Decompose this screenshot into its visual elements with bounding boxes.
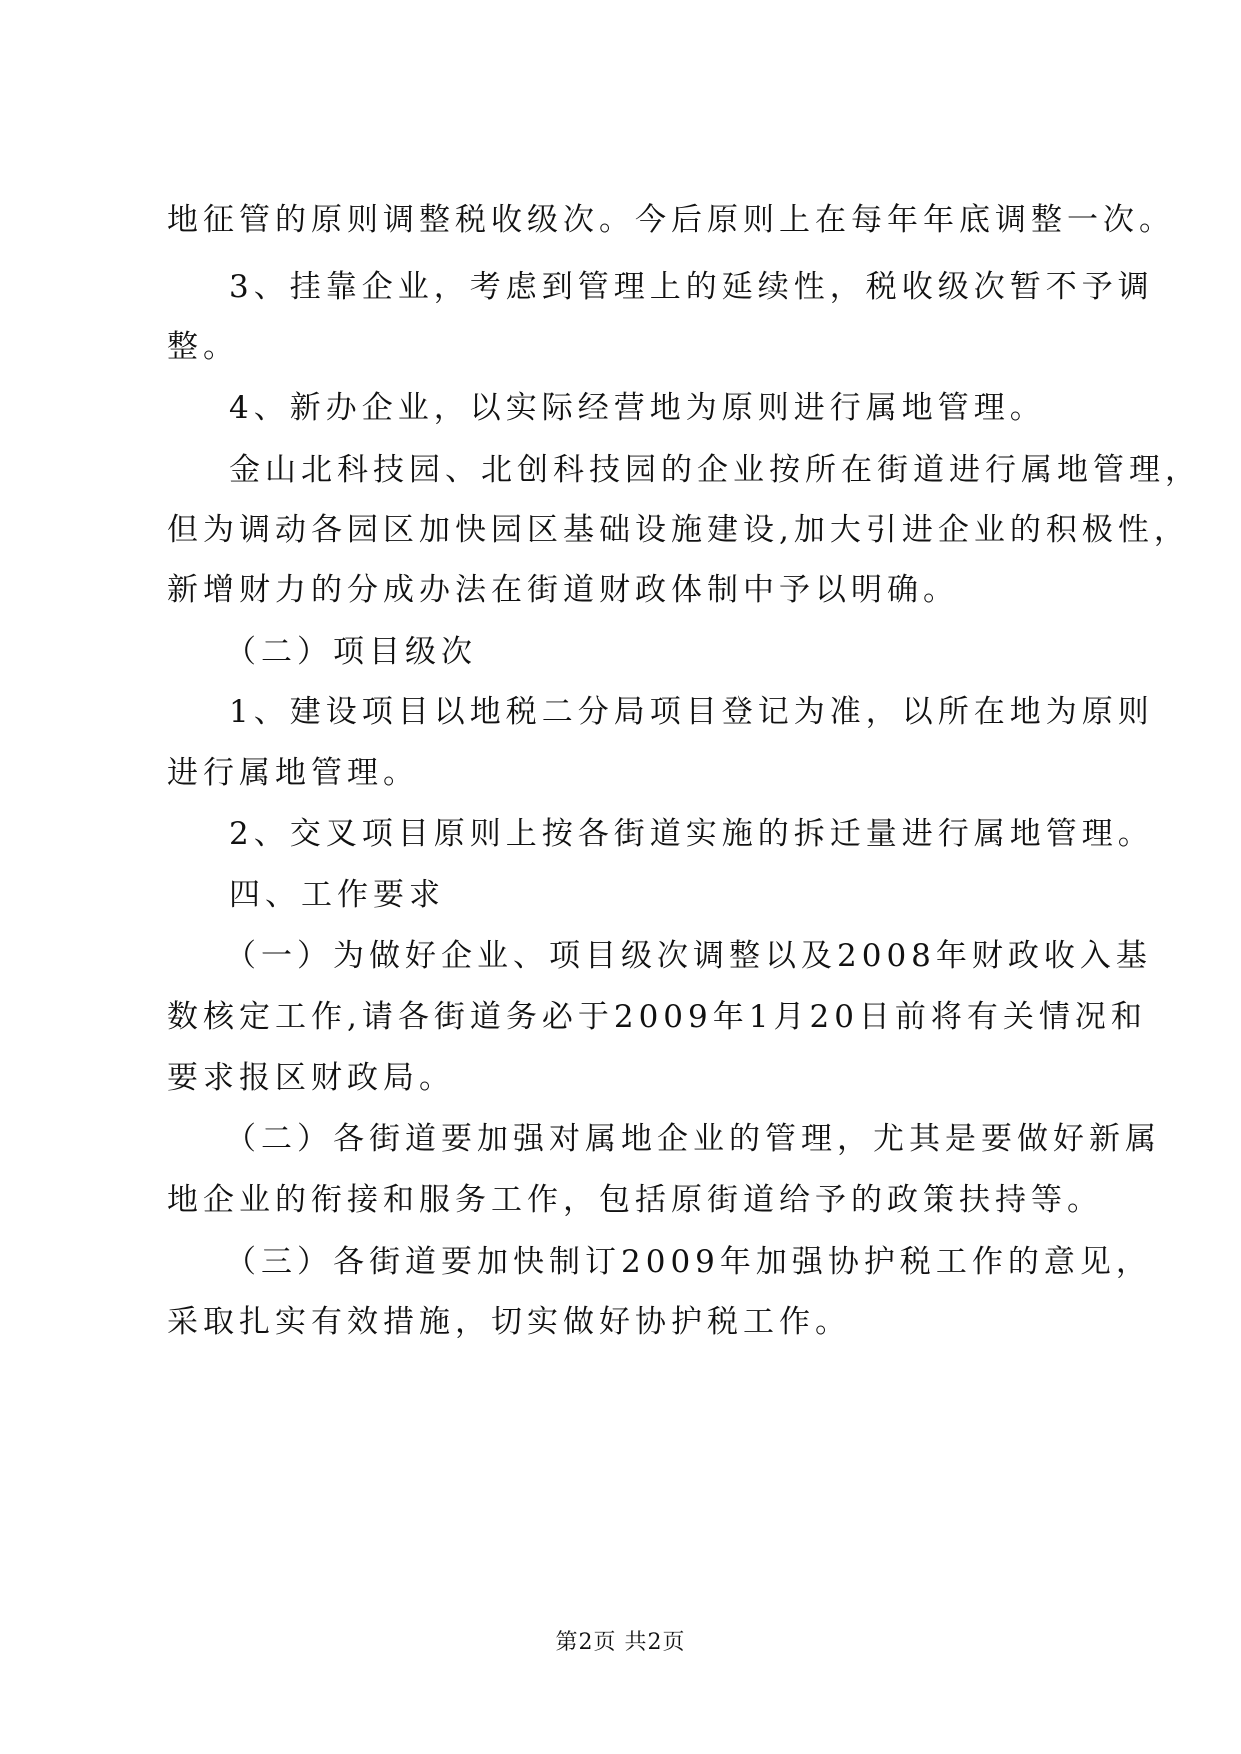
- paragraph-line: （三）各街道要加快制订2009年加强协护税工作的意见，: [225, 1244, 1152, 1280]
- paragraph-line: （一）为做好企业、项目级次调整以及2008年财政收入基: [225, 938, 1152, 974]
- page-number-footer: 第2页 共2页: [555, 1630, 686, 1655]
- paragraph-line: 1、建设项目以地税二分局项目登记为准，以所在地为原则: [229, 694, 1154, 730]
- paragraph-line: 3、挂靠企业，考虑到管理上的延续性，税收级次暂不予调: [229, 269, 1154, 305]
- section-heading: 四、工作要求: [229, 877, 445, 913]
- paragraph-line: 地征管的原则调整税收级次。今后原则上在每年年底调整一次。: [167, 202, 1175, 238]
- paragraph-line: 金山北科技园、北创科技园的企业按所在街道进行属地管理，: [229, 452, 1201, 488]
- paragraph-line: 2、交叉项目原则上按各街道实施的拆迁量进行属地管理。: [229, 816, 1154, 852]
- paragraph-line: 4、新办企业，以实际经营地为原则进行属地管理。: [229, 390, 1046, 426]
- paragraph-line: 但为调动各园区加快园区基础设施建设,加大引进企业的积极性，: [167, 512, 1190, 548]
- paragraph-line: 数核定工作,请各街道务必于2009年1月20日前将有关情况和: [167, 999, 1147, 1035]
- paragraph-line: 采取扎实有效措施，切实做好协护税工作。: [167, 1304, 851, 1340]
- paragraph-line: （二）各街道要加强对属地企业的管理，尤其是要做好新属: [225, 1121, 1161, 1157]
- paragraph-line: 整。: [167, 329, 239, 365]
- paragraph-line: 要求报区财政局。: [167, 1060, 455, 1096]
- paragraph-line: 进行属地管理。: [167, 755, 419, 791]
- section-heading: （二）项目级次: [225, 634, 477, 670]
- paragraph-line: 新增财力的分成办法在街道财政体制中予以明确。: [167, 572, 959, 608]
- paragraph-line: 地企业的衔接和服务工作，包括原街道给予的政策扶持等。: [167, 1182, 1103, 1218]
